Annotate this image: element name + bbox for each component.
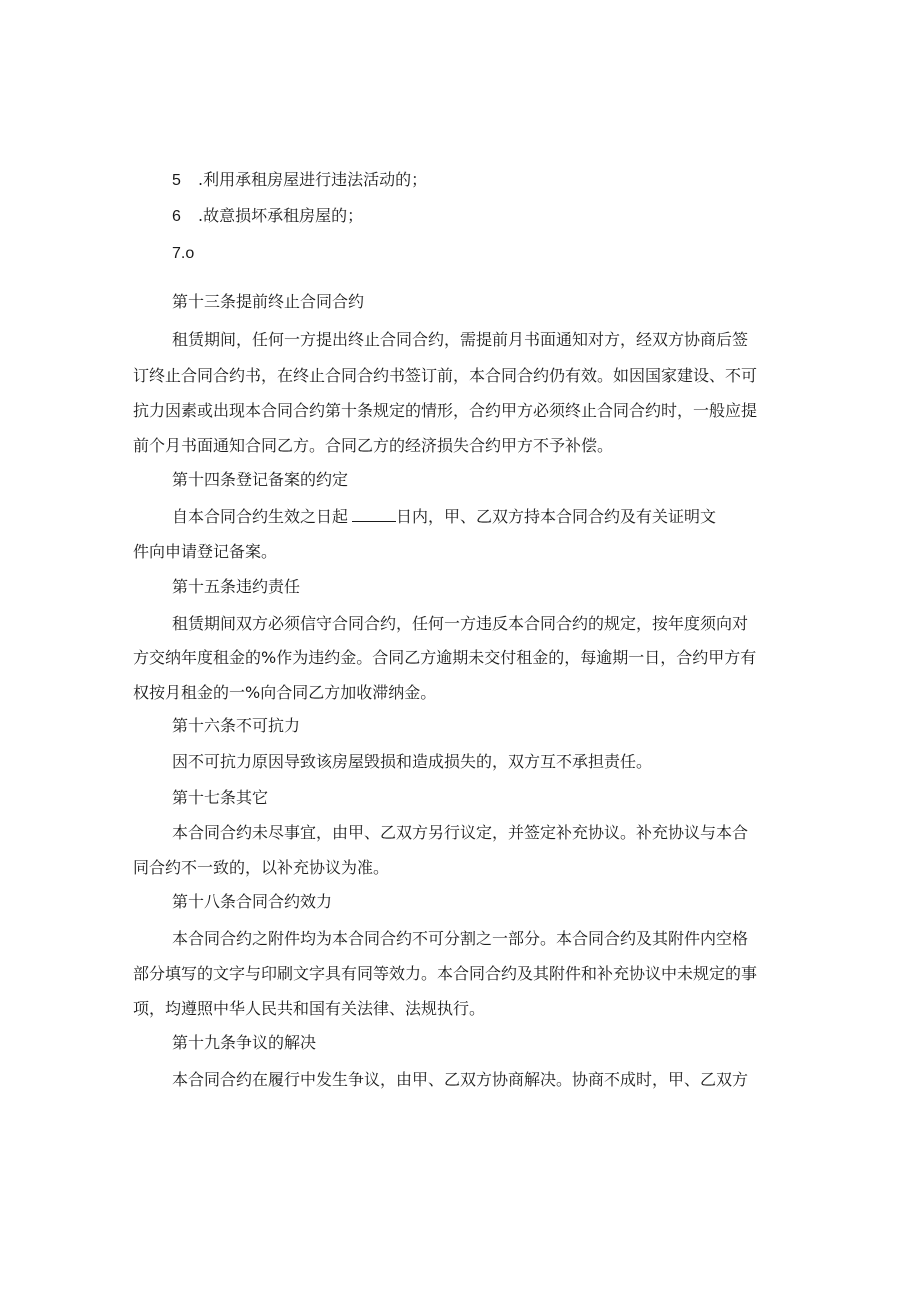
list-item-5 (172, 170, 427, 191)
article-16-line: 因不可抗力原因导致该房屋毁损和造成损失的，双方互不承担责任。 (172, 752, 653, 771)
article-15-line: 权按月租金的一%向合同乙方加收滞纳金。 (133, 683, 437, 702)
article-15-heading: 第十五条违约责任 (172, 577, 301, 596)
article-13-line: 抗力因素或出现本合同合约第十条规定的情形，合约甲方必须终止合同合约时，一般应提 (133, 401, 758, 420)
article-16-heading: 第十六条不可抗力 (172, 716, 301, 735)
article-13-line: 租赁期间，任何一方提出终止合同合约，需提前月书面通知对方，经双方协商后签 (172, 330, 749, 349)
article-15-line: 方交纳年度租金的%作为违约金。合同乙方逾期未交付租金的，每逾期一日，合约甲方有 (133, 648, 757, 667)
article-13-line: 前个月书面通知合同乙方。合同乙方的经济损失合约甲方不予补偿。 (133, 436, 614, 455)
list-number: 5 (172, 172, 181, 189)
article-19-heading: 第十九条争议的解决 (172, 1033, 317, 1052)
article-14-line (172, 507, 716, 527)
article-14-text-before: 自本合同合约生效之日起 (172, 507, 349, 526)
list-item-6 (172, 206, 363, 227)
article-18-line: 部分填写的文字与印刷文字具有同等效力。本合同合约及其附件和补充协议中未规定的事 (133, 964, 758, 983)
article-19-line: 本合同合约在履行中发生争议，由甲、乙双方协商解决。协商不成时，甲、乙双方 (172, 1070, 749, 1089)
list-text: .利用承租房屋进行违法活动的； (198, 170, 428, 189)
article-14-heading: 第十四条登记备案的约定 (172, 470, 349, 489)
article-18-line: 项，均遵照中华人民共和国有关法律、法规执行。 (133, 999, 486, 1018)
article-15-line: 租赁期间双方必须信守合同合约，任何一方违反本合同合约的规定，按年度须向对 (172, 614, 749, 633)
list-text: .故意损坏承租房屋的； (198, 206, 364, 225)
article-17-line: 本合同合约未尽事宜，由甲、乙双方另行议定，并签定补充协议。补充协议与本合 (172, 823, 749, 842)
article-14-text-after: 日内，甲、乙双方持本合同合约及有关证明文 (396, 507, 717, 526)
fill-in-blank (352, 507, 396, 522)
article-13-heading: 第十三条提前终止合同合约 (172, 292, 365, 311)
article-17-heading: 第十七条其它 (172, 788, 269, 807)
article-17-line: 同合约不一致的，以补充协议为准。 (133, 858, 390, 877)
list-text: 7.o (172, 245, 195, 262)
article-18-heading: 第十八条合同合约效力 (172, 892, 333, 911)
article-13-line: 订终止合同合约书，在终止合同合约书签订前，本合同合约仍有效。如因国家建设、不可 (133, 366, 758, 385)
article-18-line: 本合同合约之附件均为本合同合约不可分割之一部分。本合同合约及其附件内空格 (172, 929, 749, 948)
list-item-7 (172, 244, 194, 264)
article-14-line: 件向申请登记备案。 (133, 542, 278, 561)
list-number: 6 (172, 208, 181, 225)
